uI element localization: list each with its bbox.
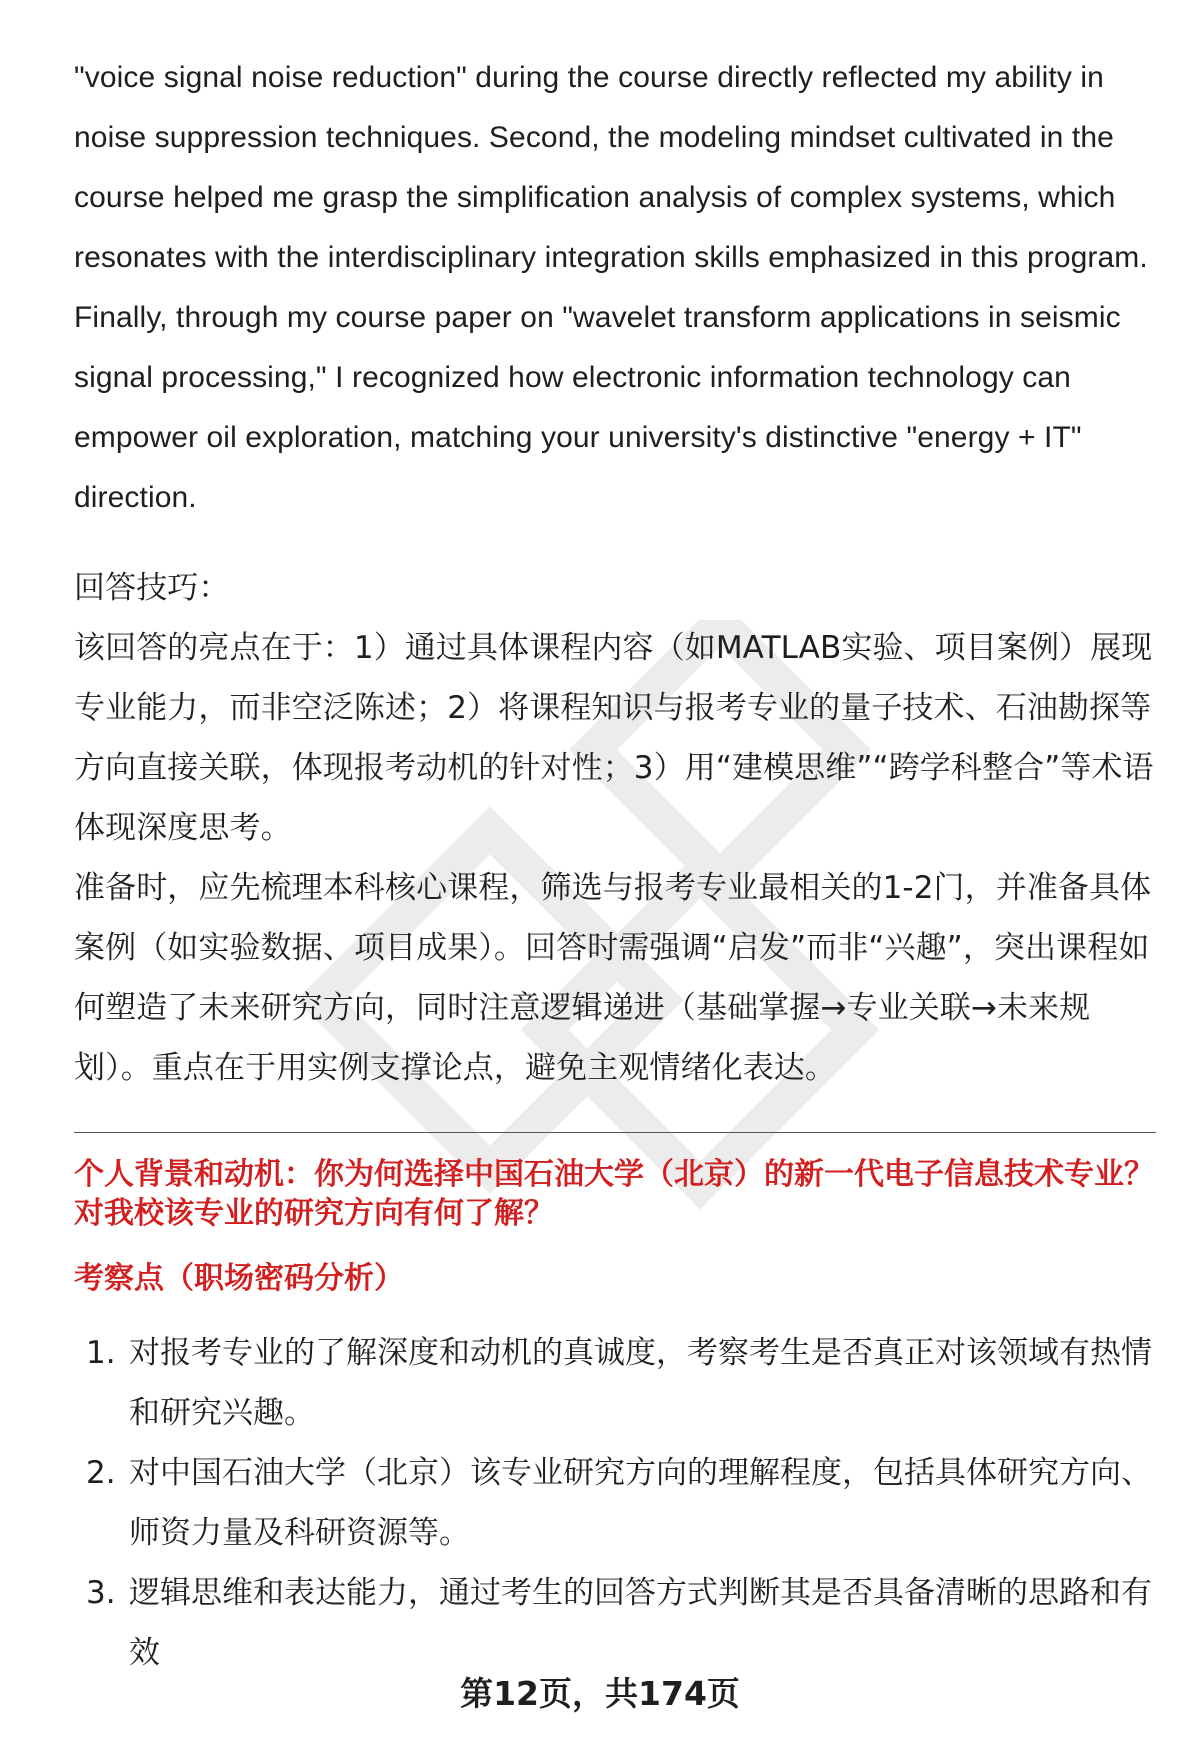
page-number: 第12页，共174页 — [460, 1674, 740, 1713]
list-item — [74, 1323, 1154, 1443]
points-title: 考察点（职场密码分析） — [74, 1261, 404, 1296]
question-heading: 个人背景和动机：你为何选择中国石油大学（北京）的新一代电子信息技术专业？对我校该专业的研究方向有何了解？ — [74, 1157, 1154, 1231]
section-divider — [74, 1132, 1156, 1133]
tips-paragraph-2: 准备时，应先梳理本科核心课程，筛选与报考专业最相关的1-2门，并准备具体案例（如实验数据、项目成果）。回答时需强调“启发”而非“兴趣”，突出课程如何塑造了未来研究方向，同时注意逻辑递进（基础掌握→专业关联→未来规划）。重点在于用实例支撑论点，避免主观情绪化表达。 — [74, 870, 1152, 1086]
list-item-text: 对报考专业的了解深度和动机的真诚度，考察考生是否真正对该领域有热情和研究兴趣。 — [129, 1335, 1152, 1431]
list-item — [74, 1443, 1154, 1563]
points-list — [74, 1323, 1154, 1683]
list-item-number: 3. — [86, 1575, 116, 1611]
document-page — [74, 48, 1154, 1683]
tips-title: 回答技巧： — [74, 570, 230, 606]
list-item-number: 2. — [86, 1455, 116, 1491]
list-item-text: 对中国石油大学（北京）该专业研究方向的理解程度，包括具体研究方向、师资力量及科研资源等。 — [129, 1455, 1152, 1551]
intro-paragraph: "voice signal noise reduction" during the course directly reflected my ability in noise suppression techniques. Second, the modeling mindset cultivated in the course helped me grasp the simplification analysis of complex systems, which resonates with the interdisciplinary integration skills emphasized in this program. Finally, through my course paper on "wavelet transform applications in seismic signal processing," I recognized how electronic information technology can empower oil exploration, matching your university's distinctive "energy + IT" direction. — [74, 61, 1148, 514]
list-item-number: 1. — [86, 1335, 116, 1371]
list-item — [74, 1563, 1154, 1683]
list-item-text: 逻辑思维和表达能力，通过考生的回答方式判断其是否具备清晰的思路和有效 — [129, 1575, 1152, 1671]
tips-paragraph-1: 该回答的亮点在于：1）通过具体课程内容（如MATLAB实验、项目案例）展现专业能力，而非空泛陈述；2）将课程知识与报考专业的量子技术、石油勘探等方向直接关联，体现报考动机的针对性；3）用“建模思维”“跨学科整合”等术语体现深度思考。 — [74, 630, 1154, 846]
